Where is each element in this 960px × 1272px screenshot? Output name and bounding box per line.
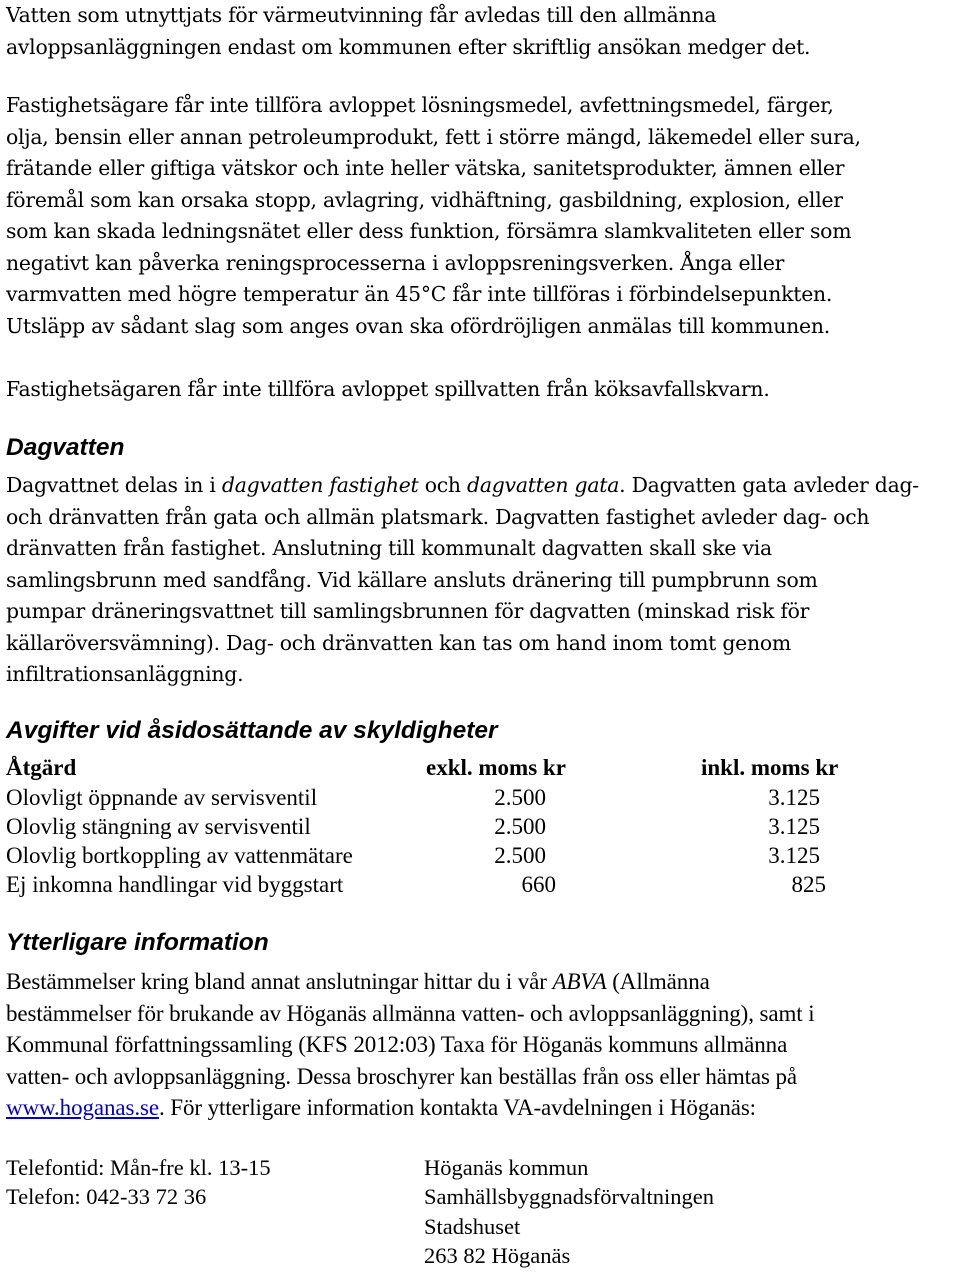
- text-line: bestämmelser för brukande av Höganäs allmänna vatten- och avloppsanläggning), samt i: [6, 1000, 815, 1026]
- phone-hours: Telefontid: Mån-fre kl. 13-15: [6, 1155, 271, 1180]
- phone-number: Telefon: 042-33 72 36: [6, 1184, 207, 1210]
- table-row: Olovlig bortkoppling av vattenmätare 2.500 3.125: [6, 843, 820, 868]
- text-line: och dränvatten från gata och allmän platsmark. Dagvatten fastighet avleder dag- och: [6, 504, 870, 529]
- text-line: varmvatten med högre temperatur än 45°C får inte tillföras i förbindelsepunkten.: [6, 282, 833, 306]
- text-line: källaröversvämning). Dag- och dränvatten kan tas om hand inom tomt genom: [6, 630, 791, 655]
- paragraph-food-waste-grinder: [6, 374, 770, 406]
- paragraph-prohibited-substances: [6, 90, 861, 342]
- term-abva: ABVA: [552, 969, 607, 994]
- paragraph-dagvatten: [6, 470, 919, 691]
- address-line: 263 82 Höganäs: [424, 1242, 571, 1268]
- paragraph-heat-extraction: [6, 0, 810, 63]
- text-line: Utsläpp av sådant slag som anges ovan ska ofördröjligen anmälas till kommunen.: [6, 313, 830, 338]
- address-line: Höganäs kommun: [424, 1155, 589, 1180]
- text-line: som kan skada ledningsnätet eller dess funktion, försämra slamkvaliteten eller som: [6, 219, 852, 243]
- text-line: infiltrationsanläggning.: [6, 662, 244, 686]
- text-line: frätande eller giftiga vätskor och inte heller vätska, sanitetsprodukter, ämnen eller: [6, 156, 845, 180]
- column-header-excl-vat: exkl. moms kr: [426, 755, 566, 780]
- text-line: avloppsanläggningen endast om kommunen efter skriftlig ansökan medger det.: [6, 34, 811, 59]
- address-line: Stadshuset: [424, 1213, 521, 1239]
- paragraph-ytterligare: [6, 966, 814, 1124]
- term-dagvatten-gata: dagvatten gata: [467, 473, 620, 497]
- text-line: Bestämmelser kring bland annat anslutningar hittar du i vår ABVA (Allmänna: [6, 969, 710, 994]
- text-line: samlingsbrunn med sandfång. Vid källare ansluts dränering till pumpbrunn som: [6, 567, 818, 592]
- text-line: vatten- och avloppsanläggning. Dessa broschyrer kan beställas från oss eller hämtas på: [6, 1063, 798, 1089]
- text-line: dränvatten från fastighet. Anslutning till kommunalt dagvatten skall ske via: [6, 536, 772, 560]
- table-row: Olovlig stängning av servisventil 2.500 3.125: [6, 814, 820, 839]
- text-line: olja, bensin eller annan petroleumprodukt, fett i större mängd, läkemedel eller sura,: [6, 124, 861, 149]
- contact-phone-block: [6, 1153, 271, 1212]
- term-dagvatten-fastighet: dagvatten fastighet: [221, 473, 419, 497]
- text-line: Fastighetsägaren får inte tillföra avloppet spillvatten från köksavfallskvarn.: [6, 377, 770, 401]
- contact-address-block: [424, 1153, 714, 1270]
- text-line: pumpar dräneringsvattnet till samlingsbrunnen för dagvatten (minskad risk för: [6, 599, 810, 623]
- address-line: Samhällsbyggnadsförvaltningen: [424, 1184, 714, 1210]
- text-line: www.hoganas.se. För ytterligare information kontakta VA-avdelningen i Höganäs:: [6, 1095, 756, 1120]
- column-header-action: Åtgärd: [6, 755, 77, 780]
- text-line: Fastighetsägare får inte tillföra avloppet lösningsmedel, avfettningsmedel, färger,: [6, 93, 834, 117]
- text-line: Kommunal författningssamling (KFS 2012:03) Taxa för Höganäs kommuns allmänna: [6, 1032, 788, 1057]
- heading-ytterligare-information: Ytterligare information: [6, 929, 269, 956]
- table-header-row: [6, 755, 956, 784]
- table-row: Ej inkomna handlingar vid byggstart 660 825: [6, 872, 826, 897]
- text-line: Vatten som utnyttjats för värmeutvinning får avledas till den allmänna: [6, 3, 717, 27]
- table-row: Olovligt öppnande av servisventil 2.500 3.125: [6, 785, 820, 810]
- heading-avgifter: Avgifter vid åsidosättande av skyldigheter: [6, 717, 498, 744]
- text-line: föremål som kan orsaka stopp, avlagring, vidhäftning, gasbildning, explosion, eller: [6, 187, 843, 212]
- heading-dagvatten: Dagvatten: [6, 434, 125, 461]
- column-header-incl-vat: inkl. moms kr: [701, 755, 839, 780]
- website-link[interactable]: www.hoganas.se: [6, 1095, 159, 1120]
- text-line: negativt kan påverka reningsprocesserna i avloppsreningsverken. Ånga eller: [6, 250, 785, 275]
- text-line: Dagvattnet delas in i dagvatten fastighet och dagvatten gata. Dagvatten gata avleder dag-: [6, 473, 919, 497]
